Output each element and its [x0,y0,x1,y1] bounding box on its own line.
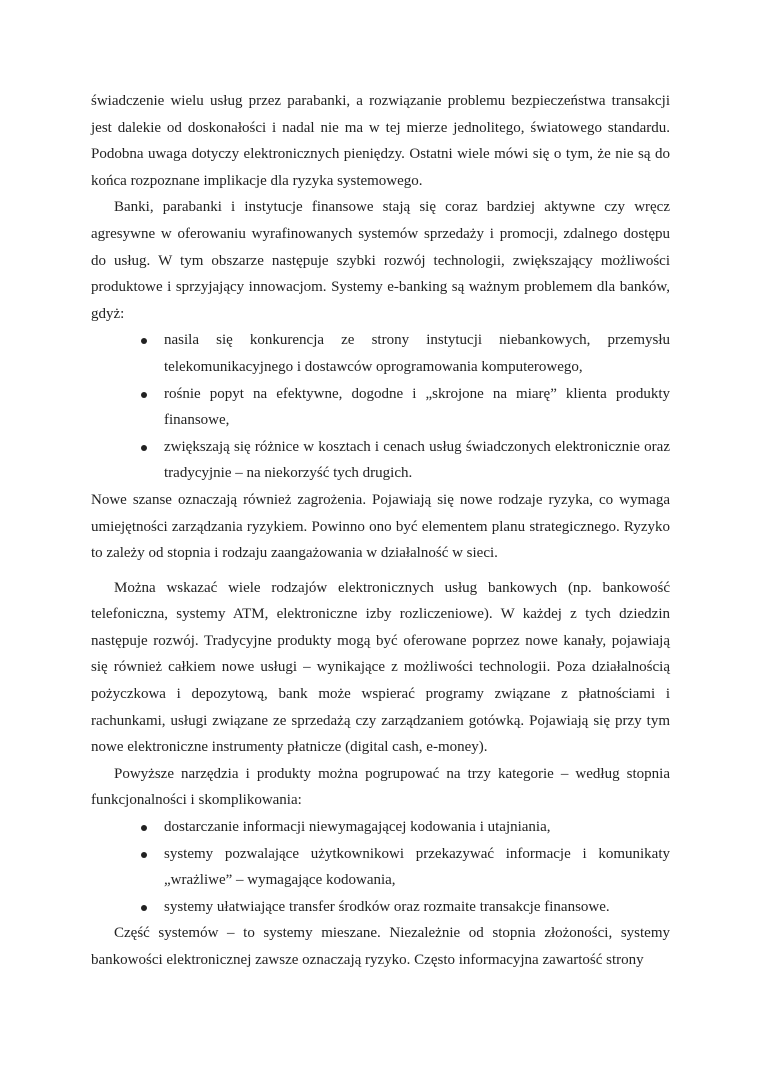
list-item [164,381,670,434]
bullet-icon [141,445,147,451]
bullet-icon [141,852,147,858]
list-item-text: systemy ułatwiające transfer środków oraz rozmaite transakcje finansowe. [164,898,610,915]
list-item-text: dostarczanie informacji niewymagającej kodowania i utajniania, [164,819,551,836]
paragraph-electronic-services: Można wskazać wiele rodzajów elektronicznych usług bankowych (np. bankowość telefoniczna, systemy ATM, elektroniczne izby rozliczeniowe). W każdej z tych dziedzin następuje rozwój. Tradycyjne produkty mogą być oferowane poprzez nowe kanały, pojawiają się również całkiem nowe usługi – wynikające z możliwości technologii. Poza działalnością pożyczkowa i depozytową, bank może wspierać programy związane z płatnościami i rachunkami, usługi związane ze sprzedażą czy zarządzaniem gotówką. Pojawiają się przy tym nowe elektroniczne instrumenty płatnicze (digital cash, e-money). [91,579,670,756]
list-item [164,814,670,841]
bullet-list-e-banking-reasons [91,327,670,487]
list-item [164,894,670,921]
paragraph-three-categories: Powyższe narzędzia i produkty można pogrupować na trzy kategorie – według stopnia funkcjonalności i skomplikowania: [91,765,670,809]
list-item-text: nasila się konkurencja ze strony instytucji niebankowych, przemysłu telekomunikacyjnego i dostawców oprogramowania komputerowego, [164,332,670,375]
list-item-text: zwiększają się różnice w kosztach i cenach usług świadczonych elektronicznie oraz tradycyjnie – na niekorzyść tych drugich. [164,438,670,482]
bullet-icon [141,338,147,344]
paragraph-new-risks: Nowe szanse oznaczają również zagrożenia. Pojawiają się nowe rodzaje ryzyka, co wymaga umiejętności zarządzania ryzykiem. Powinno ono być elementem planu strategicznego. Ryzyko to zależy od stopnia i rodzaju zaangażowania w działalność w sieci. [91,491,670,562]
list-item-text: systemy pozwalające użytkownikowi przekazywać informacje i komunikaty „wrażliwe” – wymagające kodowania, [164,845,670,889]
paragraph-parabanki-security: świadczenie wielu usług przez parabanki, a rozwiązanie problemu bezpieczeństwa transakcji jest dalekie od doskonałości i nadal nie ma w tej mierze jednolitego, światowego standardu. Podobna uwaga dotyczy elektronicznych pieniędzy. Ostatni wiele mówi się o tym, że nie są do końca rozpoznane implikacje dla ryzyka systemowego. [91,93,670,189]
list-item [164,434,670,487]
bullet-icon [141,392,147,398]
list-item [164,327,670,380]
paragraph-banks-e-banking: Banki, parabanki i instytucje finansowe stają się coraz bardziej aktywne czy wręcz agresywne w oferowaniu wyrafinowanych systemów sprzedaży i promocji, zdalnego dostępu do usług. W tym obszarze następuje szybki rozwój technologii, zwiększający możliwości produktowe i sprzyjający innowacjom. Systemy e-banking są ważnym problemem dla banków, gdyż: [91,199,670,322]
list-item-text: rośnie popyt na efektywne, dogodne i „skrojone na miarę” klienta produkty finansowe, [164,385,670,429]
document-page [91,88,670,974]
bullet-list-categories [91,814,670,920]
list-item [164,841,670,894]
paragraph-mixed-systems: Część systemów – to systemy mieszane. Niezależnie od stopnia złożoności, systemy bankowości elektronicznej zawsze oznaczają ryzyko. Często informacyjna zawartość strony [91,925,670,968]
bullet-icon [141,905,147,911]
bullet-icon [141,825,147,831]
